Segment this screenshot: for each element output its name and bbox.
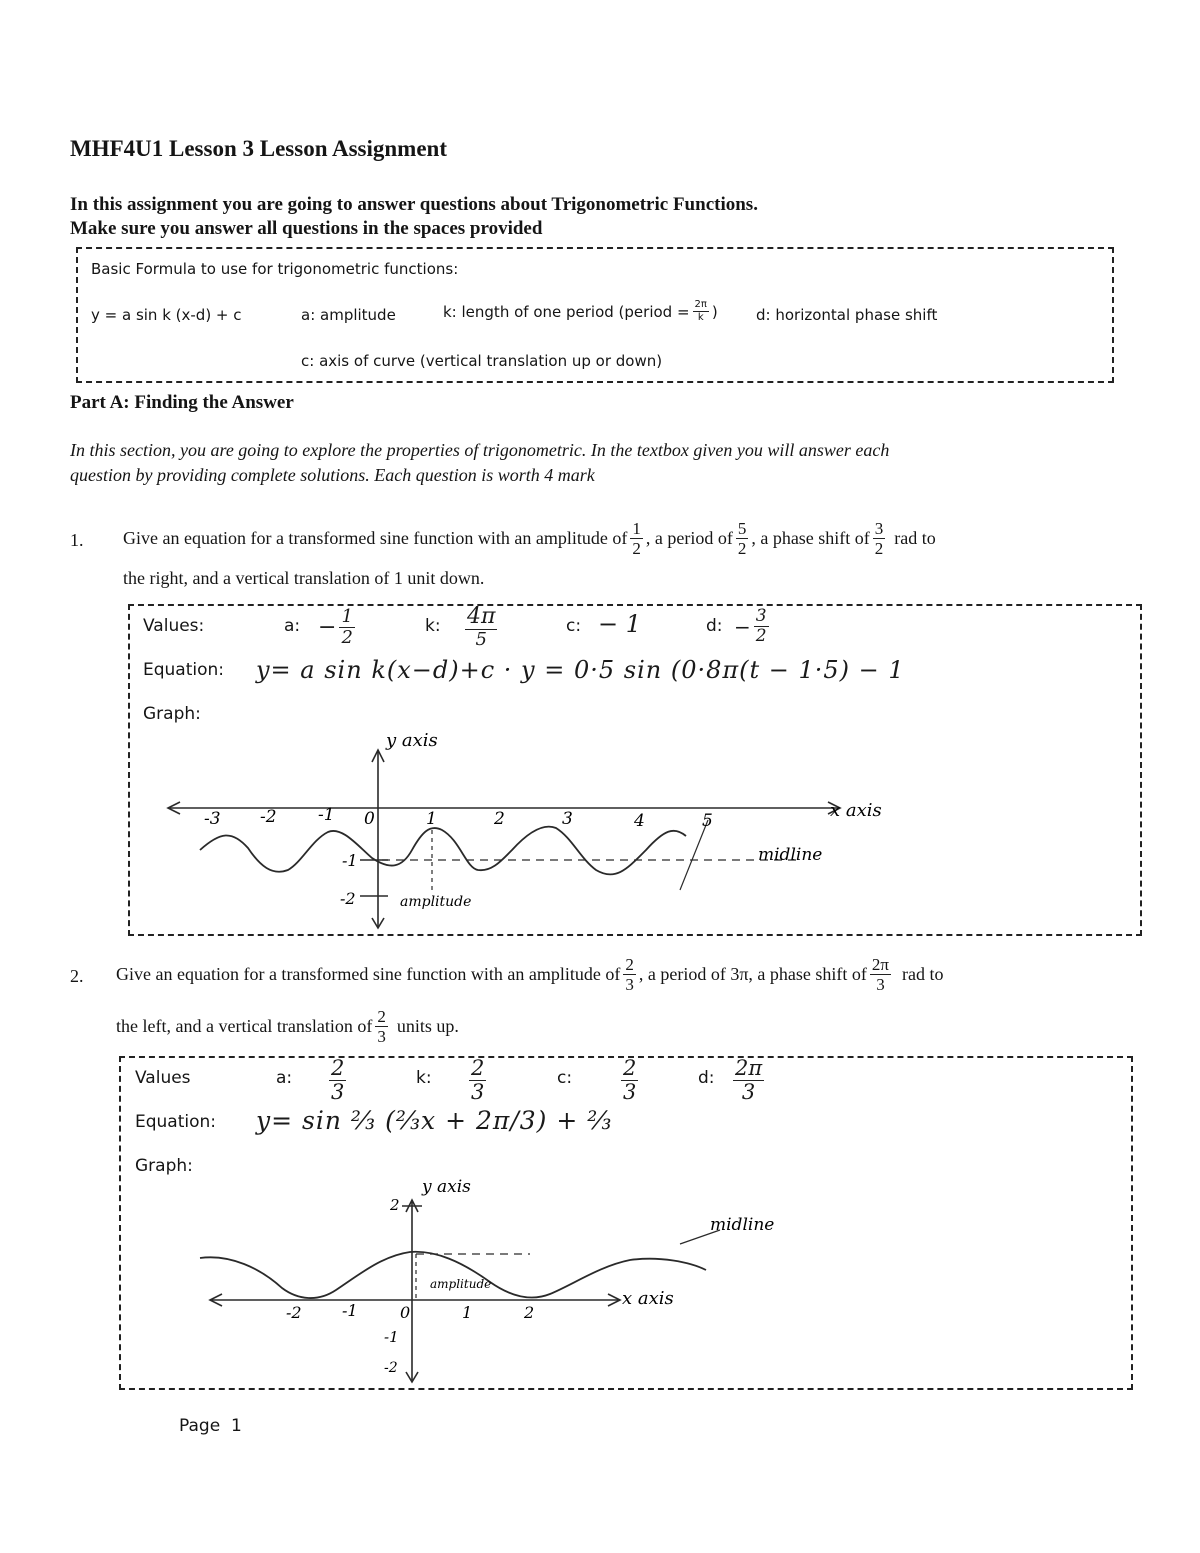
q1-x-tick-labels <box>204 805 713 831</box>
q2-vt-den: 3 <box>377 1026 386 1046</box>
formula-period-fraction <box>693 300 709 323</box>
q1-x-axis-label: x axis <box>830 800 882 821</box>
q1-d-label: d: <box>706 616 723 636</box>
q1-number: 1. <box>70 530 84 550</box>
q2-x-axis-label: x axis <box>622 1288 674 1309</box>
q2-a-den: 3 <box>331 1080 345 1104</box>
q1-equation-answer: y= a sin k(x−d)+c · y = 0·5 sin (0·8π(t − 1·5) − 1 <box>256 656 905 684</box>
intro-line-2: Make sure you answer all questions in the spaces provided <box>70 218 543 239</box>
q2-k-label: k: <box>416 1068 432 1088</box>
q1-y-axis-label: y axis <box>386 730 438 751</box>
q2-x-tick: 0 <box>400 1303 411 1322</box>
q2-y-tick-label: 2 <box>390 1196 400 1214</box>
q1-amp-den: 2 <box>632 538 641 558</box>
q1-shift-fraction <box>873 520 886 557</box>
q2-y-tick-label: -1 <box>384 1328 399 1346</box>
q1-shift-den: 2 <box>874 538 884 558</box>
q1-d-den: 2 <box>755 626 767 646</box>
q2-shift-num: 2π <box>871 954 889 974</box>
q2-line2-b: units up. <box>396 1015 459 1036</box>
q1-amp-num: 1 <box>632 518 641 538</box>
q1-a-fraction <box>339 608 354 647</box>
q2-k-num: 2 <box>471 1056 485 1080</box>
q1-x-tick: 3 <box>562 809 573 829</box>
q2-c-num: 2 <box>623 1056 637 1080</box>
q1-a-den: 2 <box>341 627 353 648</box>
q1-x-tick: 4 <box>634 811 645 831</box>
q2-x-tick: -1 <box>342 1301 358 1320</box>
q2-midline-label: midline <box>710 1215 775 1235</box>
q2-c-den: 3 <box>623 1080 637 1104</box>
q2-d-label: d: <box>698 1068 715 1088</box>
q2-number: 2. <box>70 966 84 986</box>
formula-c-desc: c: axis of curve (vertical translation up or down) <box>301 352 663 370</box>
q2-d-num: 2π <box>735 1056 763 1080</box>
q1-a-answer <box>318 608 358 647</box>
q1-k-num: 4π <box>467 604 496 629</box>
q2-equation-label: Equation: <box>135 1112 217 1132</box>
q1-period-den: 2 <box>737 538 747 558</box>
q1-text-b: , a period of <box>645 527 733 548</box>
q2-a-answer <box>326 1058 349 1103</box>
q2-d-fraction <box>733 1058 764 1103</box>
period-frac-num: 2π <box>694 299 707 310</box>
q1-equation-label: Equation: <box>143 660 225 680</box>
q2-amp-num: 2 <box>625 954 634 974</box>
formula-k-prefix: k: length of one period (period = <box>443 302 690 321</box>
q2-vertical-fraction <box>375 1008 388 1045</box>
q2-x-tick: 1 <box>462 1303 473 1322</box>
q2-c-fraction <box>621 1058 638 1103</box>
formula-k-desc <box>443 300 718 323</box>
q1-d-answer <box>734 608 772 645</box>
q2-text <box>116 950 943 998</box>
q2-x-tick: -2 <box>286 1303 302 1322</box>
intro-line-1: In this assignment you are going to answer questions about Trigonometric Functions. <box>70 194 758 215</box>
q2-line2-a: the left, and a vertical translation of <box>116 1015 373 1036</box>
q1-text-line2: the right, and a vertical translation of 1 unit down. <box>123 568 485 588</box>
q2-graph-label: Graph: <box>135 1156 193 1176</box>
q2-text-a: Give an equation for a transformed sine function with an amplitude of <box>116 963 621 984</box>
q2-text-line2 <box>116 1002 459 1050</box>
q1-midline-label: midline <box>758 845 823 865</box>
q2-equation-answer: y= sin ⅔ (⅔x + 2π/3) + ⅔ <box>256 1106 613 1135</box>
q2-k-answer <box>466 1058 489 1103</box>
q1-amplitude-fraction <box>630 520 643 557</box>
q1-d-fraction <box>754 608 769 645</box>
q1-text <box>123 514 936 562</box>
q2-shift-den: 3 <box>876 974 885 994</box>
q1-y-tick-label: -2 <box>340 889 356 908</box>
q2-amplitude-fraction <box>623 956 636 993</box>
q2-text-d: rad to <box>901 963 944 984</box>
q1-k-den: 5 <box>475 629 487 650</box>
q1-x-tick: -1 <box>318 805 335 825</box>
q1-d-sign: − <box>734 614 751 639</box>
q2-c-answer <box>618 1058 641 1103</box>
q2-amp-den: 3 <box>625 974 634 994</box>
q2-x-tick: 2 <box>524 1303 535 1322</box>
q2-amplitude-label: amplitude <box>430 1277 492 1291</box>
q1-x-tick: 2 <box>494 809 505 829</box>
page-number: Page 1 <box>179 1416 242 1436</box>
q2-k-fraction <box>469 1058 486 1103</box>
part-a-heading: Part A: Finding the Answer <box>70 392 294 413</box>
formula-general: y = a sin k (x-d) + c <box>91 306 242 324</box>
q1-text-c: , a phase shift of <box>751 527 870 548</box>
formula-a-desc: a: amplitude <box>301 306 396 324</box>
part-a-instructions-1: In this section, you are going to explore the properties of trigonometric. In the textbox given you will answer each <box>70 440 890 460</box>
q1-graph <box>160 720 920 932</box>
q1-x-tick: 1 <box>426 809 437 829</box>
q1-amplitude-label: amplitude <box>400 894 472 910</box>
q2-a-label: a: <box>276 1068 293 1088</box>
q1-sine-curve <box>200 827 686 875</box>
q1-k-label: k: <box>425 616 441 636</box>
q1-period-num: 5 <box>737 518 747 538</box>
q1-shift-num: 3 <box>874 518 884 538</box>
q1-x-tick: -3 <box>204 809 221 829</box>
part-a-instructions-2: question by providing complete solutions. Each question is worth 4 mark <box>70 465 595 485</box>
formula-d-desc: d: horizontal phase shift <box>756 306 938 324</box>
q2-d-den: 3 <box>741 1080 756 1104</box>
q1-x-tick: 0 <box>364 809 375 829</box>
q1-k-answer <box>462 606 500 649</box>
q1-graph-label: Graph: <box>143 704 201 724</box>
q2-text-b: , a period of 3π, a phase shift of <box>638 963 867 984</box>
q2-y-tick-label: -2 <box>384 1360 398 1376</box>
q2-k-den: 3 <box>471 1080 485 1104</box>
q2-c-label: c: <box>557 1068 573 1088</box>
q2-shift-fraction <box>870 956 891 993</box>
q1-d-num: 3 <box>755 606 767 626</box>
q1-text-d: rad to <box>894 527 936 548</box>
q1-x-tick: 5 <box>702 811 713 831</box>
q1-a-label: a: <box>284 616 301 636</box>
q2-a-fraction <box>329 1058 346 1103</box>
q2-y-axis-label: y axis <box>422 1177 471 1197</box>
q2-vt-num: 2 <box>377 1006 386 1026</box>
q1-a-sign: − <box>318 615 337 640</box>
q2-a-num: 2 <box>331 1056 345 1080</box>
q1-c-label: c: <box>566 616 582 636</box>
q1-c-answer: − 1 <box>598 610 642 638</box>
q2-graph <box>190 1170 830 1386</box>
q1-a-num: 1 <box>341 606 353 627</box>
page-title: MHF4U1 Lesson 3 Lesson Assignment <box>70 136 447 161</box>
formula-k-suffix: ) <box>711 302 718 321</box>
formula-heading: Basic Formula to use for trigonometric functions: <box>91 260 459 278</box>
q1-k-fraction <box>465 606 497 649</box>
period-frac-den: k <box>697 312 704 323</box>
q1-y-tick-label: -1 <box>342 851 358 870</box>
q2-d-answer <box>730 1058 767 1103</box>
q2-x-tick-labels <box>286 1301 534 1322</box>
q1-period-fraction <box>736 520 749 557</box>
q1-values-label: Values: <box>143 616 205 636</box>
q1-text-a: Give an equation for a transformed sine function with an amplitude of <box>123 527 628 548</box>
q2-values-label: Values <box>135 1068 191 1088</box>
q1-x-tick: -2 <box>260 807 277 827</box>
